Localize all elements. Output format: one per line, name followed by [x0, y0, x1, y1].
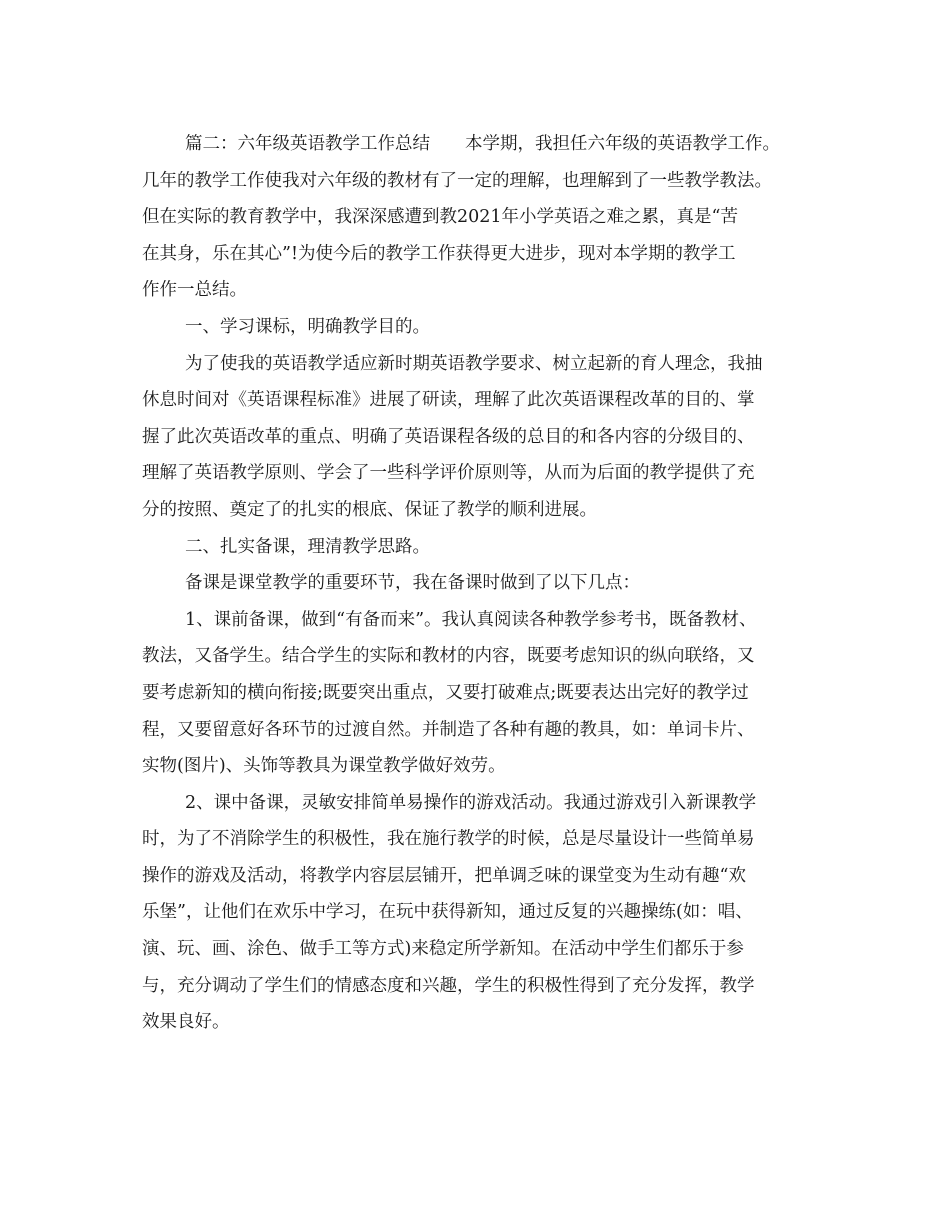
text-line: 效果良好。: [142, 1012, 230, 1033]
text-line: 篇二：六年级英语教学工作总结 本学期，我担任六年级的英语教学工作。: [185, 134, 780, 154]
text-line: 备课是课堂教学的重要环节，我在备课时做到了以下几点：: [185, 573, 640, 594]
text-line: 要考虑新知的横向衔接;既要突出重点，又要打破难点;既要表达出完好的教学过: [142, 682, 749, 703]
text-line: 理解了英语教学原则、学会了一些科学评价原则等，从而为后面的教学提供了充: [142, 463, 755, 484]
text-line: 演、玩、画、涂色、做手工等方式)来稳定所学新知。在活动中学生们都乐于参: [142, 939, 744, 960]
text-line: 1、课前备课，做到“有备而来”。我认真阅读各种教学参考书，既备教材、: [185, 609, 757, 630]
text-line: 握了此次英语改革的重点、明确了英语课程各级的总目的和各内容的分级目的、: [142, 426, 755, 447]
text-line: 但在实际的教育教学中，我深深感遭到教2021年小学英语之难之累，真是“苦: [142, 207, 738, 228]
section-heading: 二、扎实备课，理清教学思路。: [185, 536, 430, 557]
text-line: 2、课中备课，灵敏安排简单易操作的游戏活动。我通过游戏引入新课教学: [185, 792, 757, 813]
text-line: 休息时间对《英语课程标准》进展了研读，理解了此次英语课程改革的目的、掌: [142, 390, 755, 411]
text-line: 乐堡”，让他们在欢乐中学习，在玩中获得新知，通过反复的兴趣操练(如：唱、: [142, 902, 753, 923]
text-line: 在其身，乐在其心”!为使今后的教学工作获得更大进步，现对本学期的教学工: [142, 243, 736, 264]
text-line: 分的按照、奠定了的扎实的根底、保证了教学的顺利进展。: [142, 499, 597, 520]
text-line: 程，又要留意好各环节的过渡自然。并制造了各种有趣的教具，如：单词卡片、: [142, 719, 755, 740]
document-body: [142, 126, 814, 1041]
text-line: 教法，又备学生。结合学生的实际和教材的内容，既要考虑知识的纵向联络，又: [142, 646, 755, 667]
text-line: 操作的游戏及活动，将教学内容层层铺开，把单调乏味的课堂变为生动有趣“欢: [142, 865, 746, 886]
text-line: 作作一总结。: [142, 280, 247, 301]
text-line: 几年的教学工作使我对六年级的教材有了一定的理解，也理解到了一些教学教法。: [142, 170, 772, 191]
text-line: 时，为了不消除学生的积极性，我在施行教学的时候，总是尽量设计一些简单易: [142, 829, 755, 850]
text-line: 实物(图片)、头饰等教具为课堂教学做好效劳。: [142, 756, 506, 777]
section-heading: 一、学习课标，明确教学目的。: [185, 316, 430, 337]
text-line: 与，充分调动了学生们的情感态度和兴趣，学生的积极性得到了充分发挥，教学: [142, 975, 755, 996]
text-line: 为了使我的英语教学适应新时期英语教学要求、树立起新的育人理念，我抽: [185, 353, 763, 374]
